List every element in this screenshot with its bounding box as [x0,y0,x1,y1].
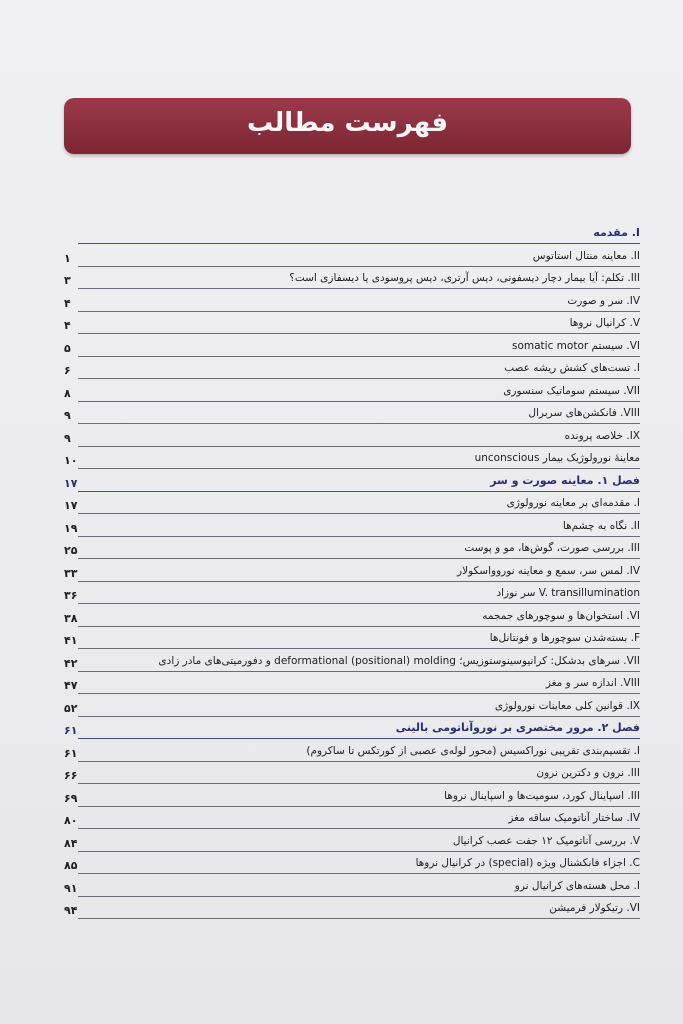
toc-entry-row [64,608,640,630]
toc-entry-title: F. بسته‌شدن سوچورها و فونتانل‌ها [489,632,640,644]
toc-leader-line [78,896,640,897]
toc-page-number: ۶۶ [64,769,78,782]
toc-entry-title: VIII. فانکشن‌های سربرال [528,407,640,419]
toc-entry-title: IV. سر و صورت [567,294,640,307]
toc-page-number: ۳ [64,274,71,287]
toc-leader-line [78,626,640,627]
toc-page-number: ۵۲ [64,701,78,715]
toc-leader-line [78,266,640,267]
toc-leader-line [78,288,640,289]
toc-leader-line [78,401,640,402]
toc-leader-line [78,738,640,739]
toc-leader-line [78,378,640,379]
toc-leader-line [78,806,640,807]
toc-page-number: ۳۶ [64,589,78,602]
toc-leader-line [78,581,640,582]
toc-entry-row [64,743,640,765]
toc-leader-line [78,491,640,492]
toc-entry-title: II. نگاه به چشم‌ها [562,519,640,532]
toc-entry-title: VII. سرهای بدشکل: کرانیوسینوستوزیس؛ deformational (positional) molding و دفورمیتی‌های مادر زادی [158,654,640,667]
toc-page-number: ۸۵ [64,859,78,872]
toc-page-number: ۵ [64,341,71,355]
toc-entry-row [64,293,640,315]
toc-entry-title: VI. استخوان‌ها و سوچورهای جمجمه [482,609,640,622]
toc-entry-title: V. کرانیال نروها [569,317,640,329]
toc-page-number: ۸۴ [64,836,78,850]
toc-leader-line [78,671,640,672]
toc-page-number: ۳۳ [64,566,78,580]
toc-entry-row [64,383,640,405]
title-banner [64,98,631,154]
toc-entry-row [64,855,640,877]
toc-entry-row [64,405,640,427]
toc-leader-line [78,513,640,514]
toc-entry-row [64,810,640,832]
toc-entry-row [64,315,640,337]
toc-entry-row [64,540,640,562]
toc-leader-line [78,716,640,717]
toc-leader-line [78,446,640,447]
toc-entry-title: فصل ۱. معاینه صورت و سر [490,473,640,487]
page-title: فهرست مطالب [247,108,448,138]
toc-entry-row [64,698,640,720]
toc-entry-title: I. مقدمه‌ای بر معاینه نورولوژی [506,497,640,509]
toc-leader-line [78,311,640,312]
toc-leader-line [78,648,640,649]
toc-leader-line [78,333,640,334]
toc-leader-line [78,851,640,852]
toc-entry-row [64,248,640,270]
toc-entry-row [64,585,640,607]
toc-entry-title: IX. خلاصه پرونده [564,429,640,442]
toc-entry-title: I. مقدمه [593,226,640,239]
toc-entry-title: VI. رتیکولار فرمیشن [549,902,640,914]
toc-entry-row [64,428,640,450]
toc-entry-title: II. معاینه منتال استاتوس [532,249,640,262]
toc-entry-title: IV. لمس سر، سمع و معاینه نوروواسکولار [457,564,640,577]
toc-entry-title: I. محل هسته‌های کرانیال نرو [514,879,640,892]
toc-entry-row [64,675,640,697]
toc-leader-line [78,603,640,604]
toc-page-number: ۱ [64,251,71,265]
toc-entry-row [64,360,640,382]
toc-page-number: ۹ [64,431,71,445]
toc-page-number: ۶۱ [64,746,78,760]
toc-leader-line [78,918,640,919]
toc-entry-row [64,495,640,517]
toc-entry-title: III. اسپاینال کورد، سومیت‌ها و اسپاینال نروها [444,789,640,802]
toc-entry-row [64,563,640,585]
toc-entry-row [64,765,640,787]
toc-chapter-row [64,473,640,495]
toc-leader-line [78,558,640,559]
toc-page-number: ۴ [64,319,71,332]
toc-page-number: ۱۰ [64,454,78,467]
toc-entry-title: V. بررسی آناتومیک ۱۲ جفت عصب کرانیال [452,834,640,847]
toc-leader-line [78,761,640,762]
toc-entry-row [64,878,640,900]
toc-entry-title: C. اجزاء فانکشنال ویژه (special) در کرانیال نروها [415,857,640,869]
toc-entry-row [64,518,640,540]
toc-entry-title: معاینهٔ نورولوژیک بیمار unconscious [474,452,640,464]
toc-page-number: ۱۷ [64,499,78,512]
toc-chapter-row [64,720,640,742]
toc-leader-line [78,423,640,424]
toc-leader-line [78,468,640,469]
toc-chapter-row [64,225,640,247]
toc-entry-row [64,450,640,472]
toc-page-number: ۴۱ [64,634,78,647]
toc-page-number: ۲۵ [64,544,78,557]
toc-entry-title: فصل ۲. مرور مختصری بر نوروآناتومی بالینی [395,721,640,734]
toc-page-number: ۴ [64,296,71,310]
toc-page-number: ۴۲ [64,656,78,670]
toc-entry-title: IX. قوانین کلی معاینات نورولوژی [494,699,640,712]
toc-entry-row [64,788,640,810]
toc-entry-title: III. تکلم: آیا بیمار دچار دیسفونی، دیس آرتری، دیس پروسودی یا دیسفازی است؟ [289,272,640,284]
toc-page-number: ۶۹ [64,791,78,805]
toc-entry-title: VII. سیستم سوماتیک سنسوری [503,384,640,397]
toc-entry-title: IV. ساختار آناتومیک ساقه مغز [508,812,640,824]
toc-entry-title: III. بررسی صورت، گوش‌ها، مو و پوست [464,542,640,554]
toc-entry-row [64,338,640,360]
toc-page-number: ۱۷ [64,476,78,490]
toc-page-number: ۹۱ [64,881,78,895]
toc-leader-line [78,243,640,244]
toc-leader-line [78,783,640,784]
toc-entry-title: VIII. اندازه سر و مغز [545,677,640,689]
toc-page-number: ۱۹ [64,521,78,535]
toc-page-number: ۹ [64,409,71,422]
toc-page-number: ۶۱ [64,724,78,737]
toc-entry-row [64,270,640,292]
toc-leader-line [78,873,640,874]
toc-page-number: ۴۷ [64,679,78,692]
toc-entry-title: I. تست‌های کشش ریشه عصب [504,362,640,374]
toc-page-number: ۹۴ [64,904,78,917]
toc-entry-row [64,833,640,855]
toc-entry-title: III. نرون و دکترین نرون [536,767,640,779]
toc-leader-line [78,693,640,694]
toc-page-number: ۸ [64,386,71,400]
table-of-contents [64,225,640,925]
toc-page-number: ۶ [64,364,71,377]
toc-leader-line [78,828,640,829]
toc-entry-title: I. تقسیم‌بندی تقریبی نوراکسیس (محور لوله‌ی عصبی از کورتکس تا ساکروم) [306,744,640,757]
toc-entry-row [64,900,640,922]
toc-leader-line [78,356,640,357]
toc-leader-line [78,536,640,537]
toc-entry-title: V. transillumination سر نوزاد [496,587,640,599]
toc-entry-row [64,653,640,675]
toc-page-number: ۸۰ [64,814,78,827]
toc-entry-title: VI. سیستم somatic motor [511,339,640,352]
toc-entry-row [64,630,640,652]
toc-page-number: ۳۸ [64,611,78,625]
